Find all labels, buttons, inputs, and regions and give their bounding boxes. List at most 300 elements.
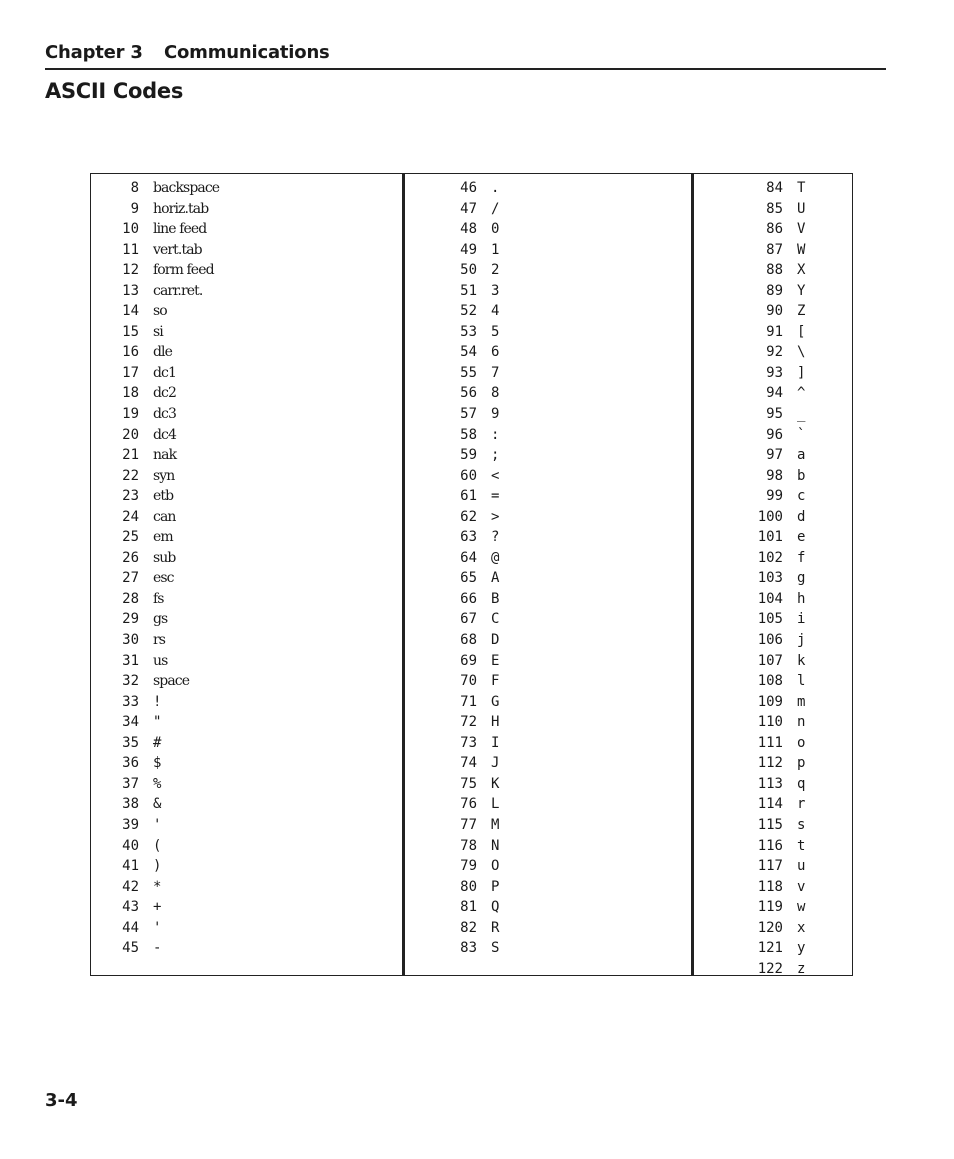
table-row (91, 794, 381, 815)
ascii-code: 24 (122, 508, 139, 525)
ascii-code: 81 (460, 899, 477, 916)
table-row (694, 651, 954, 672)
table-row (91, 856, 381, 877)
table-row (694, 281, 954, 302)
ascii-code: 73 (460, 734, 477, 751)
table-row (91, 671, 381, 692)
ascii-code: 82 (460, 919, 477, 936)
table-row (403, 692, 693, 713)
ascii-character: carr.ret. (153, 282, 203, 299)
table-row (694, 301, 954, 322)
ascii-character: z (797, 960, 806, 977)
table-row (91, 219, 381, 240)
ascii-code: 118 (757, 878, 783, 895)
ascii-code: 99 (766, 488, 783, 505)
table-row (694, 383, 954, 404)
table-row (403, 568, 693, 589)
ascii-character: D (491, 632, 500, 649)
ascii-character: K (491, 775, 500, 792)
ascii-character: @ (491, 549, 500, 566)
section-label: Communications (164, 42, 330, 63)
table-row (694, 712, 954, 733)
table-row (403, 404, 693, 425)
ascii-code: 77 (460, 816, 477, 833)
ascii-character: 5 (491, 323, 500, 340)
ascii-code: 13 (122, 282, 139, 299)
table-column (91, 178, 381, 959)
ascii-character: S (491, 940, 500, 957)
ascii-character: % (153, 775, 162, 792)
ascii-character: A (491, 570, 500, 587)
ascii-code: 88 (766, 262, 783, 279)
table-row (694, 794, 954, 815)
ascii-character: . (491, 180, 500, 196)
ascii-character: si (153, 323, 163, 340)
table-row (694, 486, 954, 507)
table-row (91, 363, 381, 384)
ascii-code: 96 (766, 426, 783, 443)
ascii-code: 110 (757, 714, 783, 731)
ascii-code: 111 (757, 734, 783, 751)
ascii-character: k (797, 652, 806, 669)
table-row (694, 630, 954, 651)
ascii-character: space (153, 673, 190, 690)
table-row (694, 568, 954, 589)
ascii-character: < (491, 467, 500, 484)
ascii-character: 7 (491, 364, 500, 381)
ascii-character: I (491, 734, 500, 751)
ascii-character: f (797, 549, 806, 566)
table-row (403, 877, 693, 898)
table-row (91, 712, 381, 733)
ascii-code: 71 (460, 693, 477, 710)
table-row (91, 383, 381, 404)
ascii-character: $ (153, 755, 162, 772)
table-row (694, 404, 954, 425)
ascii-code: 47 (460, 200, 477, 217)
ascii-character: M (491, 816, 500, 833)
table-row (694, 815, 954, 836)
ascii-table (90, 173, 853, 976)
table-row (403, 383, 693, 404)
ascii-character: 1 (491, 241, 500, 258)
ascii-code: 41 (122, 858, 139, 875)
ascii-code: 98 (766, 467, 783, 484)
ascii-code: 19 (122, 406, 139, 423)
ascii-code: 90 (766, 303, 783, 320)
ascii-code: 65 (460, 570, 477, 587)
table-row (403, 897, 693, 918)
ascii-code: 48 (460, 221, 477, 238)
table-row (694, 836, 954, 857)
table-row (403, 219, 693, 240)
ascii-code: 121 (757, 940, 783, 957)
ascii-character: u (797, 858, 806, 875)
ascii-code: 106 (757, 632, 783, 649)
table-row (694, 733, 954, 754)
ascii-code: 115 (757, 816, 783, 833)
ascii-code: 11 (122, 241, 139, 258)
table-row (403, 753, 693, 774)
table-row (403, 774, 693, 795)
ascii-character: t (797, 837, 806, 854)
ascii-character: V (797, 221, 806, 238)
table-row (403, 507, 693, 528)
ascii-code: 23 (122, 488, 139, 505)
table-column (403, 178, 693, 959)
table-row (694, 178, 954, 199)
ascii-code: 46 (460, 180, 477, 196)
table-row (694, 877, 954, 898)
table-row (91, 342, 381, 363)
ascii-character: e (797, 529, 806, 546)
ascii-code: 92 (766, 344, 783, 361)
ascii-character: i (797, 611, 806, 628)
ascii-character: ^ (797, 385, 806, 402)
table-row (694, 342, 954, 363)
table-row (91, 877, 381, 898)
table-row (403, 281, 693, 302)
ascii-character: n (797, 714, 806, 731)
table-row (694, 774, 954, 795)
ascii-character: ( (153, 837, 162, 854)
table-row (91, 178, 381, 199)
table-row (403, 178, 693, 199)
ascii-character: & (153, 796, 162, 813)
table-row (403, 918, 693, 939)
ascii-code: 59 (460, 447, 477, 464)
ascii-character: o (797, 734, 806, 751)
ascii-character: ` (797, 426, 806, 443)
ascii-code: 120 (757, 919, 783, 936)
table-row (91, 918, 381, 939)
ascii-code: 122 (757, 960, 783, 977)
ascii-character: / (491, 200, 500, 217)
table-row (91, 322, 381, 343)
table-row (403, 240, 693, 261)
ascii-code: 86 (766, 221, 783, 238)
ascii-character: g (797, 570, 806, 587)
table-row (91, 568, 381, 589)
ascii-code: 80 (460, 878, 477, 895)
ascii-code: 103 (757, 570, 783, 587)
ascii-code: 93 (766, 364, 783, 381)
table-row (91, 425, 381, 446)
table-row (403, 363, 693, 384)
ascii-character: ; (491, 447, 500, 464)
ascii-character: C (491, 611, 500, 628)
table-row (91, 938, 381, 959)
table-row (91, 589, 381, 610)
table-row (694, 548, 954, 569)
ascii-code: 12 (122, 262, 139, 279)
ascii-code: 34 (122, 714, 139, 731)
ascii-code: 55 (460, 364, 477, 381)
page-number: 3-4 (45, 1090, 78, 1111)
ascii-code: 31 (122, 652, 139, 669)
table-row (694, 425, 954, 446)
table-row (91, 733, 381, 754)
table-row (403, 794, 693, 815)
ascii-character: ' (153, 919, 162, 936)
chapter-label: Chapter 3 (45, 42, 143, 63)
ascii-character: Z (797, 303, 806, 320)
ascii-code: 78 (460, 837, 477, 854)
table-row (403, 856, 693, 877)
ascii-character: c (797, 488, 806, 505)
ascii-character: r (797, 796, 806, 813)
ascii-code: 109 (757, 693, 783, 710)
ascii-code: 9 (130, 200, 139, 217)
ascii-character: can (153, 508, 176, 525)
page-title: ASCII Codes (45, 79, 184, 103)
ascii-code: 56 (460, 385, 477, 402)
running-header (45, 40, 886, 70)
ascii-code: 14 (122, 303, 139, 320)
ascii-character: y (797, 940, 806, 957)
ascii-code: 42 (122, 878, 139, 895)
table-row (91, 651, 381, 672)
ascii-code: 101 (757, 529, 783, 546)
ascii-code: 26 (122, 549, 139, 566)
ascii-character: s (797, 816, 806, 833)
ascii-code: 69 (460, 652, 477, 669)
ascii-code: 36 (122, 755, 139, 772)
ascii-character: J (491, 755, 500, 772)
table-row (694, 671, 954, 692)
table-row (91, 445, 381, 466)
ascii-code: 79 (460, 858, 477, 875)
ascii-character: W (797, 241, 806, 258)
ascii-code: 45 (122, 940, 139, 957)
ascii-character: > (491, 508, 500, 525)
ascii-code: 43 (122, 899, 139, 916)
ascii-character: R (491, 919, 500, 936)
table-column (694, 178, 954, 979)
ascii-code: 60 (460, 467, 477, 484)
ascii-character: Y (797, 282, 806, 299)
ascii-code: 53 (460, 323, 477, 340)
ascii-code: 40 (122, 837, 139, 854)
ascii-character: P (491, 878, 500, 895)
table-row (91, 507, 381, 528)
ascii-character: syn (153, 467, 175, 484)
ascii-character: 0 (491, 221, 500, 238)
table-row (694, 219, 954, 240)
ascii-character: p (797, 755, 806, 772)
ascii-code: 66 (460, 590, 477, 607)
ascii-code: 95 (766, 406, 783, 423)
ascii-character: etb (153, 488, 174, 505)
table-row (694, 322, 954, 343)
ascii-code: 62 (460, 508, 477, 525)
table-row (403, 527, 693, 548)
ascii-code: 114 (757, 796, 783, 813)
ascii-character: q (797, 775, 806, 792)
ascii-character: * (153, 878, 162, 895)
table-row (403, 671, 693, 692)
ascii-code: 84 (766, 180, 783, 196)
table-row (91, 199, 381, 220)
table-row (694, 692, 954, 713)
ascii-code: 38 (122, 796, 139, 813)
table-row (403, 630, 693, 651)
ascii-character: 8 (491, 385, 500, 402)
ascii-character: dle (153, 344, 173, 361)
ascii-code: 108 (757, 673, 783, 690)
ascii-character: w (797, 899, 806, 916)
ascii-code: 76 (460, 796, 477, 813)
table-row (403, 445, 693, 466)
ascii-code: 37 (122, 775, 139, 792)
ascii-code: 44 (122, 919, 139, 936)
ascii-code: 16 (122, 344, 139, 361)
table-row (403, 199, 693, 220)
ascii-code: 50 (460, 262, 477, 279)
ascii-code: 72 (460, 714, 477, 731)
ascii-character: dc3 (153, 406, 177, 423)
table-row (694, 507, 954, 528)
table-row (403, 301, 693, 322)
table-row (403, 342, 693, 363)
ascii-code: 58 (460, 426, 477, 443)
ascii-character: " (153, 714, 162, 731)
ascii-character: ! (153, 693, 162, 710)
ascii-character: l (797, 673, 806, 690)
table-row (91, 897, 381, 918)
table-row (91, 260, 381, 281)
table-row (91, 281, 381, 302)
ascii-character: O (491, 858, 500, 875)
ascii-character: x (797, 919, 806, 936)
ascii-code: 83 (460, 940, 477, 957)
ascii-character: us (153, 652, 168, 669)
ascii-character: \ (797, 344, 806, 361)
ascii-code: 87 (766, 241, 783, 258)
table-row (91, 815, 381, 836)
table-row (694, 897, 954, 918)
ascii-character: b (797, 467, 806, 484)
table-row (91, 836, 381, 857)
table-row (91, 466, 381, 487)
table-row (91, 630, 381, 651)
table-row (694, 589, 954, 610)
ascii-character: so (153, 303, 167, 320)
ascii-character: nak (153, 447, 177, 464)
ascii-character: ? (491, 529, 500, 546)
ascii-code: 33 (122, 693, 139, 710)
ascii-character: m (797, 693, 806, 710)
ascii-code: 15 (122, 323, 139, 340)
ascii-character: sub (153, 549, 176, 566)
ascii-character: # (153, 734, 162, 751)
table-row (694, 466, 954, 487)
ascii-character: backspace (153, 180, 220, 196)
ascii-character: dc2 (153, 385, 177, 402)
ascii-code: 105 (757, 611, 783, 628)
ascii-character: G (491, 693, 500, 710)
ascii-code: 100 (757, 508, 783, 525)
table-row (694, 199, 954, 220)
ascii-code: 64 (460, 549, 477, 566)
ascii-character: ] (797, 364, 806, 381)
table-row (694, 856, 954, 877)
ascii-character: [ (797, 323, 806, 340)
ascii-code: 67 (460, 611, 477, 628)
ascii-code: 68 (460, 632, 477, 649)
ascii-character: vert.tab (153, 241, 202, 258)
ascii-code: 112 (757, 755, 783, 772)
table-row (403, 733, 693, 754)
ascii-code: 39 (122, 816, 139, 833)
ascii-character: ' (153, 816, 162, 833)
ascii-character: line feed (153, 221, 207, 238)
table-row (403, 651, 693, 672)
table-row (694, 609, 954, 630)
table-row (694, 938, 954, 959)
ascii-code: 22 (122, 467, 139, 484)
ascii-character: 9 (491, 406, 500, 423)
table-row (694, 240, 954, 261)
table-row (91, 404, 381, 425)
ascii-code: 30 (122, 632, 139, 649)
ascii-character: E (491, 652, 500, 669)
ascii-code: 63 (460, 529, 477, 546)
ascii-character: _ (797, 406, 806, 423)
table-row (91, 774, 381, 795)
ascii-character: X (797, 262, 806, 279)
ascii-character: : (491, 426, 500, 443)
table-row (403, 589, 693, 610)
ascii-character: 3 (491, 282, 500, 299)
table-row (403, 322, 693, 343)
table-row (403, 938, 693, 959)
ascii-code: 102 (757, 549, 783, 566)
ascii-character: 4 (491, 303, 500, 320)
table-row (694, 753, 954, 774)
table-row (91, 692, 381, 713)
table-row (403, 815, 693, 836)
ascii-code: 113 (757, 775, 783, 792)
table-row (91, 240, 381, 261)
ascii-character: T (797, 180, 806, 196)
ascii-character: Q (491, 899, 500, 916)
table-row (694, 959, 954, 980)
table-row (403, 548, 693, 569)
ascii-character: F (491, 673, 500, 690)
ascii-code: 25 (122, 529, 139, 546)
ascii-code: 27 (122, 570, 139, 587)
ascii-character: N (491, 837, 500, 854)
ascii-code: 52 (460, 303, 477, 320)
table-row (403, 466, 693, 487)
ascii-character: esc (153, 570, 174, 587)
ascii-code: 74 (460, 755, 477, 772)
ascii-code: 35 (122, 734, 139, 751)
ascii-code: 85 (766, 200, 783, 217)
table-row (694, 918, 954, 939)
ascii-code: 61 (460, 488, 477, 505)
ascii-character: L (491, 796, 500, 813)
ascii-character: H (491, 714, 500, 731)
table-row (403, 260, 693, 281)
ascii-character: a (797, 447, 806, 464)
table-row (403, 425, 693, 446)
table-row (403, 486, 693, 507)
ascii-character: dc4 (153, 426, 177, 443)
table-row (91, 609, 381, 630)
ascii-character: em (153, 529, 173, 546)
